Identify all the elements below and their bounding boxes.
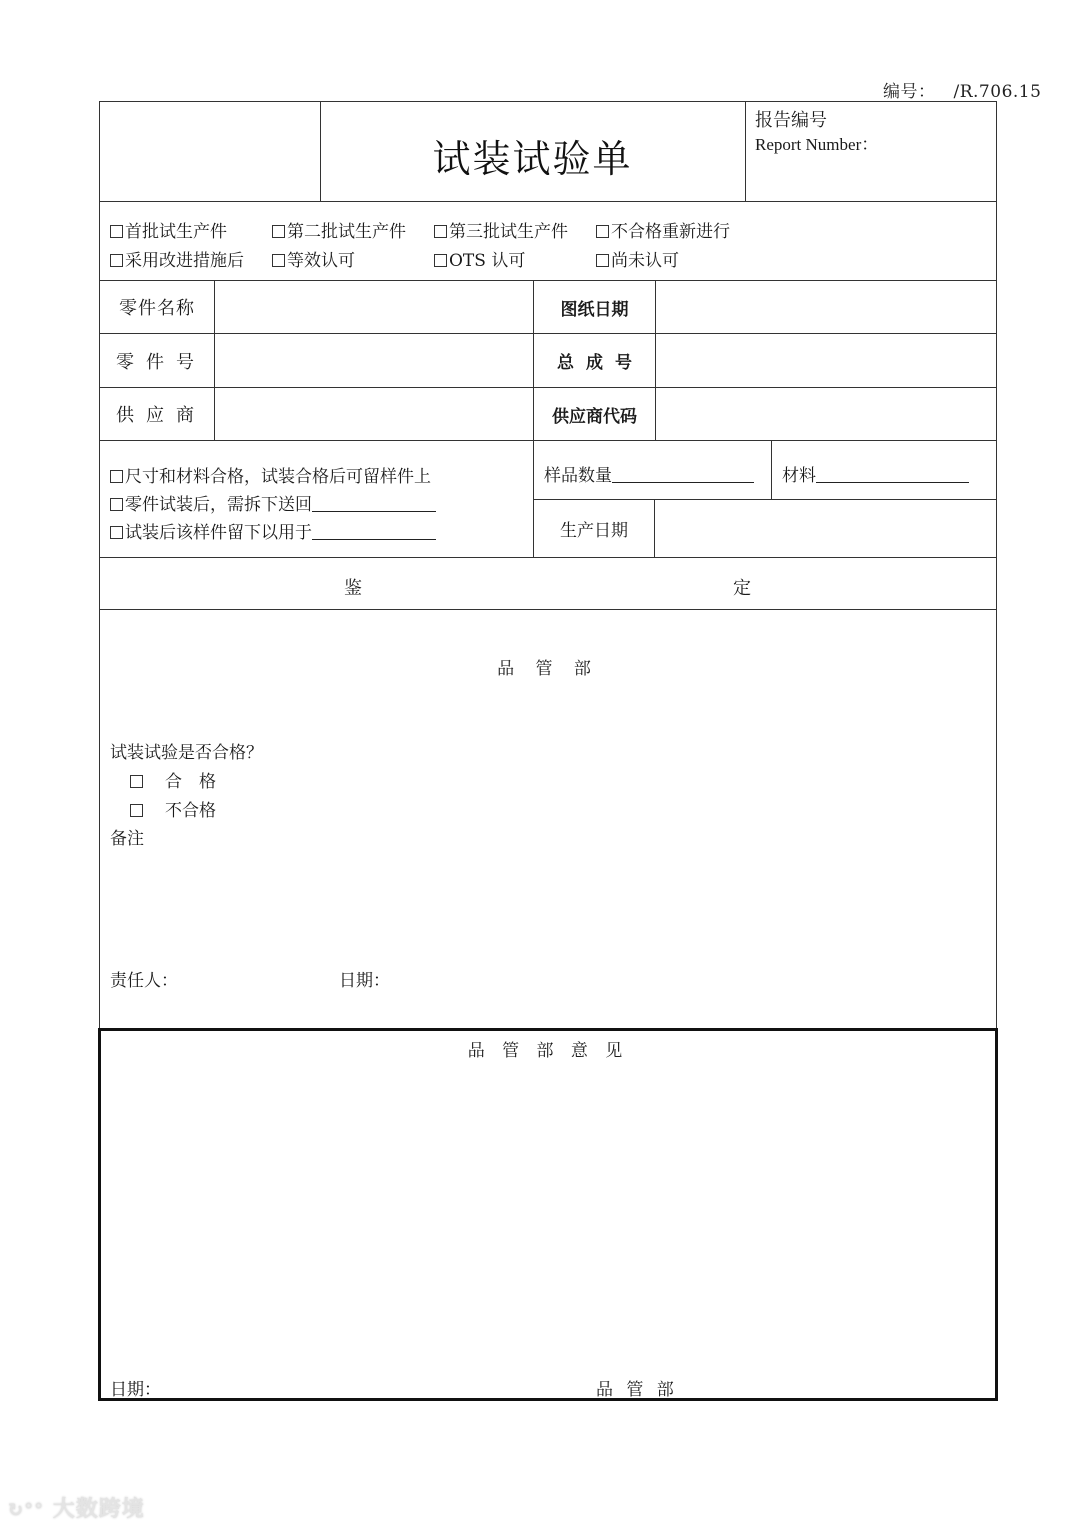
sample-option-return[interactable]: 零件试装后，需拆下送回 (110, 490, 436, 515)
border-left (99, 101, 100, 1029)
report-number-label-en: Report Number： (755, 135, 879, 154)
label-supplier-code: 供应商代码 (552, 406, 637, 427)
material-label: 材料 (782, 466, 816, 486)
production-date-field[interactable] (656, 501, 995, 556)
qa-date-label: 日期： (110, 1380, 161, 1400)
checkbox[interactable] (434, 254, 447, 267)
label-supplier: 供应商 (116, 405, 206, 426)
remarks-field[interactable] (110, 850, 990, 950)
checkbox[interactable] (110, 225, 123, 238)
part-name-field[interactable] (216, 282, 532, 332)
sample-quantity-field[interactable] (612, 467, 754, 483)
checkbox[interactable] (110, 498, 123, 511)
batch-option-4[interactable]: 不合格重新进行 (596, 217, 730, 242)
qa-opinion-field[interactable] (104, 1062, 992, 1362)
checkbox[interactable] (596, 225, 609, 238)
logo-cell (101, 103, 319, 200)
batch-option-6[interactable]: 等效认可 (272, 246, 355, 271)
checkbox[interactable] (130, 775, 143, 788)
watermark-logo-icon: ↻°° (8, 1500, 45, 1521)
checkbox[interactable] (272, 254, 285, 267)
label-part-name: 零件名称 (119, 298, 195, 319)
divider-appraisal (99, 609, 997, 610)
opinion-box-right (995, 1028, 998, 1401)
batch-option-5[interactable]: 采用改进措施后 (110, 246, 244, 271)
sample-option-keep[interactable]: 尺寸和材料合格，试装合格后可留样件上 (110, 462, 431, 487)
responsible-person-label: 责任人： (110, 971, 178, 991)
label-assembly-number: 总成号 (557, 353, 644, 373)
divider-sample (99, 557, 997, 558)
checkbox[interactable] (110, 526, 123, 539)
batch-option-1[interactable]: 首批试生产件 (110, 217, 227, 242)
qa-opinion-title: 品 管 部 意 见 (467, 1041, 629, 1061)
label-production-date: 生产日期 (560, 521, 628, 541)
watermark-text: 大数跨境 (52, 1497, 145, 1522)
checkbox[interactable] (434, 225, 447, 238)
opinion-box-bottom (98, 1398, 998, 1401)
divider-info-3 (99, 440, 997, 441)
appraisal-date-label: 日期： (339, 971, 390, 991)
report-number-label-cn: 报告编号 (755, 110, 827, 131)
form-title: 试装试验单 (432, 137, 633, 181)
checkbox[interactable] (110, 254, 123, 267)
checkbox[interactable] (130, 804, 143, 817)
batch-option-3[interactable]: 第三批试生产件 (434, 217, 568, 242)
drawing-date-field[interactable] (657, 282, 995, 332)
document-number-value: /R.706.15 (953, 82, 1042, 102)
supplier-field[interactable] (216, 389, 532, 439)
divider-header (99, 201, 997, 202)
appraisal-dept: 品 管 部 (497, 659, 599, 679)
material (782, 461, 969, 486)
document-number-label: 编号： (883, 82, 936, 102)
checkbox[interactable] (110, 470, 123, 483)
appraisal-header-left: 鉴 (344, 578, 362, 599)
divider-sample-v2 (654, 499, 655, 557)
batch-option-8[interactable]: 尚未认可 (596, 246, 679, 271)
qa-dept: 品 管 部 (596, 1380, 678, 1400)
border-top (99, 101, 997, 102)
divider-sample-v1 (771, 440, 772, 499)
label-part-number: 零件号 (116, 351, 206, 373)
checkbox[interactable] (272, 225, 285, 238)
border-right (996, 101, 997, 1029)
batch-option-2[interactable]: 第二批试生产件 (272, 217, 406, 242)
sample-quantity-label: 样品数量 (544, 466, 612, 486)
result-pass[interactable]: 合 格 (130, 767, 216, 792)
opinion-box-top (98, 1028, 998, 1031)
divider-header-v2 (745, 101, 746, 201)
part-number-field[interactable] (216, 336, 532, 386)
document-number (883, 77, 1041, 102)
supplier-code-field[interactable] (657, 389, 995, 439)
opinion-box-left (98, 1028, 101, 1401)
appraisal-question: 试装试验是否合格？ (110, 743, 263, 763)
appraisal-header-right: 定 (733, 578, 751, 599)
watermark (8, 1492, 145, 1523)
result-fail[interactable]: 不合格 (130, 796, 216, 821)
usage-purpose-field[interactable] (312, 524, 436, 540)
return-destination-field[interactable] (312, 496, 436, 512)
checkbox[interactable] (596, 254, 609, 267)
material-field[interactable] (816, 467, 969, 483)
batch-option-7[interactable]: OTS 认可 (434, 246, 525, 271)
sample-option-usage[interactable]: 试装后该样件留下以用于 (110, 518, 436, 543)
remarks-label: 备注 (110, 829, 144, 849)
label-drawing-date: 图纸日期 (560, 299, 629, 320)
sample-quantity (544, 461, 754, 486)
assembly-number-field[interactable] (657, 336, 995, 386)
